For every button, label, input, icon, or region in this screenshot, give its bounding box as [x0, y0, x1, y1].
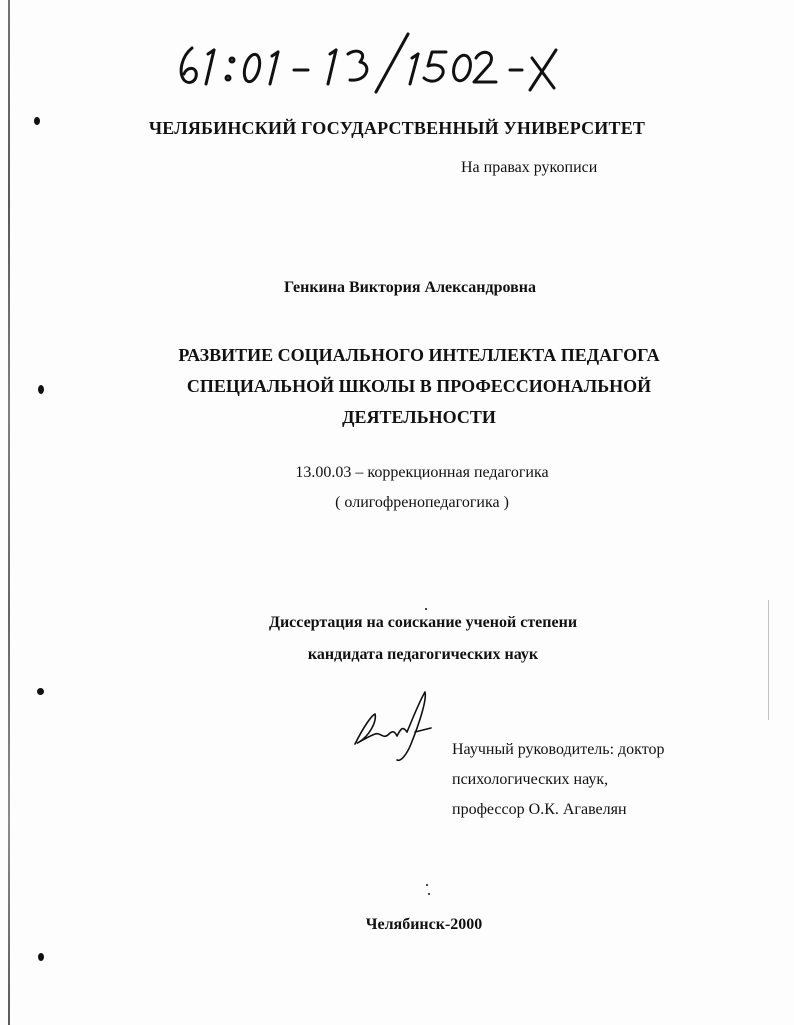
degree-statement-line-2: кандидата педагогических наук — [307, 646, 539, 663]
handwritten-signature — [345, 688, 435, 768]
specialty-code: 13.00.03 – коррекционная педагогика — [295, 464, 549, 481]
scan-speck — [428, 893, 430, 895]
handwritten-archive-number — [170, 28, 590, 98]
title-line-2: СПЕЦИАЛЬНОЙ ШКОЛЫ В ПРОФЕССИОНАЛЬНОЙ — [186, 376, 652, 396]
advisor-line-2: психологических наук, — [452, 771, 609, 788]
manuscript-rights-note: На правах рукописи — [461, 159, 598, 176]
scientific-advisor — [452, 735, 665, 825]
scan-speck — [37, 688, 44, 695]
scan-speck — [38, 953, 44, 961]
scan-speck — [426, 884, 428, 886]
city-year: Челябинск-2000 — [365, 916, 483, 933]
author-name: Генкина Виктория Александровна — [284, 279, 536, 296]
dissertation-title — [0, 340, 794, 433]
degree-statement-line-1: Диссертация на соискание ученой степени — [268, 614, 578, 631]
specialty-subfield: ( олигофренопедагогика ) — [335, 494, 509, 511]
scan-left-edge — [8, 0, 10, 1025]
advisor-line-1: Научный руководитель: доктор — [452, 741, 665, 758]
university-name: ЧЕЛЯБИНСКИЙ ГОСУДАРСТВЕННЫЙ УНИВЕРСИТЕТ — [148, 118, 646, 138]
advisor-line-3: профессор О.К. Агавелян — [452, 801, 627, 818]
title-line-1: РАЗВИТИЕ СОЦИАЛЬНОГО ИНТЕЛЛЕКТА ПЕДАГОГА — [178, 345, 660, 365]
scan-speck — [425, 608, 427, 610]
title-line-3: ДЕЯТЕЛЬНОСТИ — [342, 407, 496, 427]
